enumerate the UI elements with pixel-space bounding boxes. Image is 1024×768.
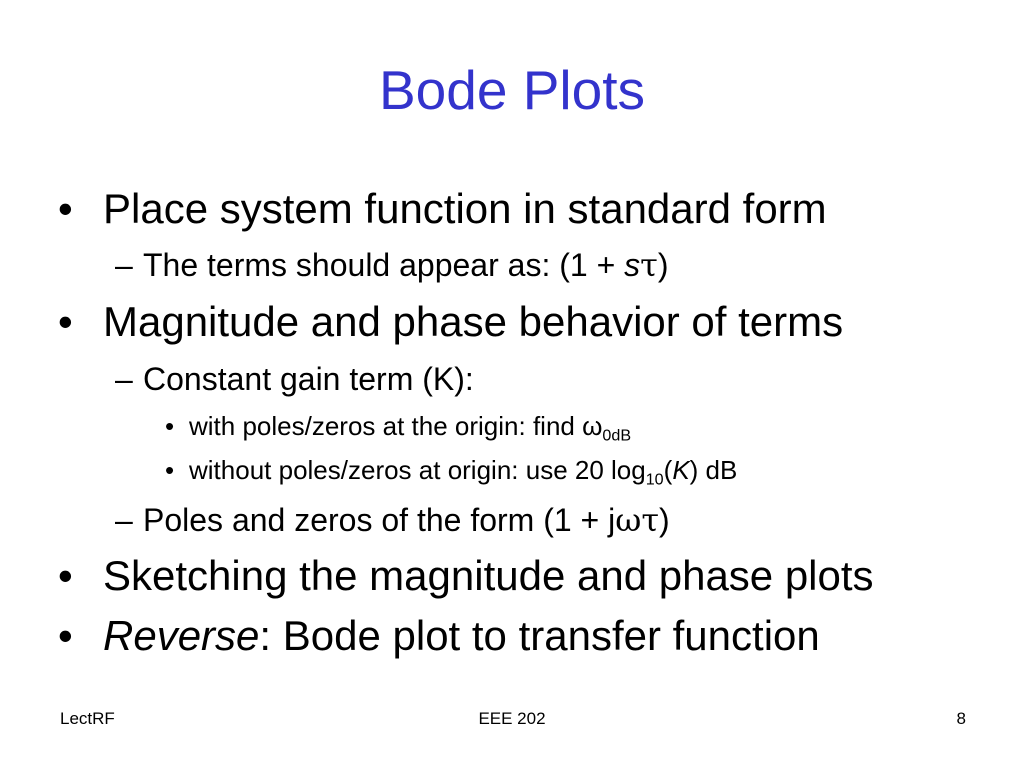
footer-course-label: EEE 202 [478,709,546,728]
footer-left-label: LectRF [60,709,115,728]
bullet-text: Sketching the magnitude and phase plots [103,552,874,599]
dash-marker: – [115,502,133,538]
bullet-text: Reverse: Bode plot to transfer function [103,612,820,659]
bullet-marker: • [58,552,73,599]
bullet-marker: • [165,455,175,485]
slide-number: 8 [956,709,966,728]
sub-sub-item-text: without poles/zeros at origin: use 20 $\log_{10}(K)$ dB [189,455,738,489]
sub-item-text: The terms should appear as: (1 + sτ) [143,246,669,284]
sub-sub-item-text: with poles/zeros at the origin: find $\omega_{0dB}$ [189,411,632,445]
bullet-marker: • [58,298,73,345]
sub-item-text: Constant gain term (K): [143,361,474,397]
bullet-text: Place system function in standard form [103,185,827,232]
dash-marker: – [115,361,133,397]
bullet-text: Magnitude and phase behavior of terms [103,298,844,345]
sub-item-text: Poles and zeros of the form (1 + jωτ) [143,501,670,539]
bullet-marker: • [165,411,175,441]
slide-title: Bode Plots [378,59,645,121]
bullet-marker: • [58,185,73,232]
bullet-marker: • [58,612,73,659]
dash-marker: – [115,247,133,283]
